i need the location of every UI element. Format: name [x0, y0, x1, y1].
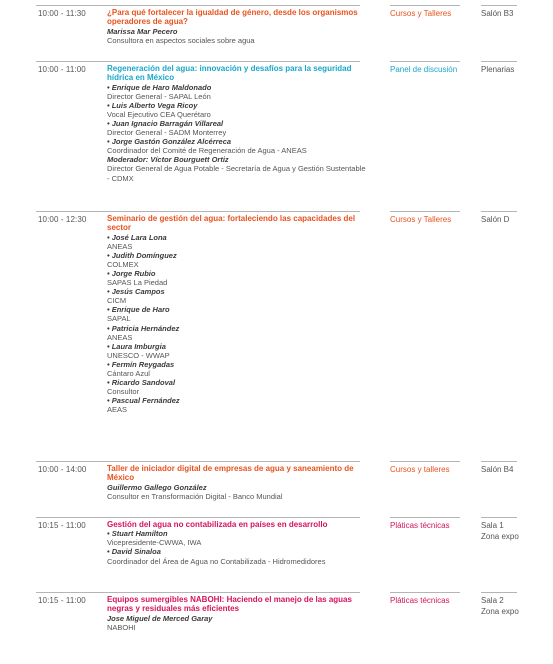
divider-line — [481, 61, 517, 62]
speaker-affiliation: Coordinador del Comité de Regeneración de Agua - ANEAS — [107, 146, 307, 156]
room-line: Plenarias — [481, 65, 515, 74]
speaker-name: • Stuart Hamilton — [107, 529, 168, 539]
divider-line — [481, 592, 517, 593]
divider-line — [390, 5, 460, 6]
session-time: 10:00 - 11:00 — [38, 65, 86, 74]
speaker-name: • Juan Ignacio Barragán Villareal — [107, 118, 224, 128]
divider-line — [481, 461, 517, 462]
room-line: Salón D — [481, 215, 510, 224]
speaker-affiliation: SAPAL — [107, 314, 131, 324]
divider-line — [36, 211, 360, 212]
divider-line — [390, 211, 460, 212]
session-room — [481, 595, 553, 617]
speaker-name: • José Lara Lona — [107, 232, 167, 242]
room-line: Salón B3 — [481, 9, 514, 18]
divider-line — [36, 5, 360, 6]
session-room — [481, 64, 553, 75]
speaker-affiliation: Director General de Agua Potable - Secretaría de Agua y Gestión Sustentable - CDMX — [107, 164, 366, 183]
speaker-name: • Patricia Hernández — [107, 323, 180, 333]
session-content — [107, 64, 369, 183]
session-title: Regeneración del agua: innovación y desafíos para la seguridad hídrica en México — [107, 64, 352, 83]
session-category: Panel de discusión — [390, 65, 458, 74]
speaker-affiliation: Consultor en Transformación Digital - Banco Mundial — [107, 491, 283, 501]
divider-line — [36, 461, 360, 462]
speaker-name: Moderador: Víctor Bourguett Ortiz — [107, 155, 229, 165]
room-line: Zona expo — [481, 607, 519, 616]
session-time: 10:15 - 11:00 — [38, 521, 86, 530]
speaker-affiliation: Director General - SAPAL León — [107, 91, 211, 101]
speaker-affiliation: CICM — [107, 296, 127, 306]
speaker-affiliation: Consultora en aspectos sociales sobre agua — [107, 35, 255, 45]
session-room — [481, 8, 553, 19]
divider-line — [36, 517, 360, 518]
speaker-affiliation: Cántaro Azul — [107, 369, 150, 378]
session-title: Gestión del agua no contabilizada en países en desarrollo — [107, 520, 328, 529]
speaker-name: Jose Miguel de Merced Garay — [107, 613, 213, 623]
speaker-name: • Luis Alberto Vega Ricoy — [107, 100, 198, 110]
session-time: 10:00 - 14:00 — [38, 465, 87, 474]
session-content — [107, 464, 369, 501]
speaker-name: • Enrique de Haro Maldonado — [107, 82, 212, 92]
speaker-name: • Fermín Reygadas — [107, 359, 175, 369]
session-category: Cursos y Talleres — [390, 215, 452, 224]
divider-line — [390, 461, 460, 462]
session-title: Taller de iniciador digital de empresas de agua y saneamiento de México — [107, 464, 354, 483]
session-room — [481, 464, 553, 475]
session-category: Cursos y talleres — [390, 465, 450, 474]
divider-line — [36, 61, 360, 62]
session-title: Seminario de gestión del agua: fortaleciendo las capacidades del sector — [107, 214, 356, 233]
room-line: Zona expo — [481, 532, 519, 541]
session-category: Pláticas técnicas — [390, 521, 450, 530]
speaker-name: • Judith Domínguez — [107, 250, 177, 260]
session-time: 10:15 - 11:00 — [38, 596, 86, 605]
speaker-affiliation: Coordinador del Área de Agua no Contabilizada - Hidromedidores — [107, 556, 326, 566]
speaker-name: • David Sinaloa — [107, 547, 161, 557]
speaker-name: Marissa Mar Pecero — [107, 26, 178, 36]
divider-line — [390, 592, 460, 593]
divider-line — [481, 517, 517, 518]
session-title: ¿Para qué fortalecer la igualdad de género, desde los organismos operadores de agua? — [107, 8, 358, 27]
speaker-affiliation: ANEAS — [107, 332, 133, 342]
speaker-affiliation: SAPAS La Piedad — [107, 278, 168, 288]
divider-line — [390, 61, 460, 62]
speaker-affiliation: AEAS — [107, 405, 128, 415]
speaker-affiliation: Director General - SADM Monterrey — [107, 128, 227, 138]
session-time: 10:00 - 12:30 — [38, 215, 87, 224]
speaker-name: • Enrique de Haro — [107, 305, 170, 315]
session-category: Pláticas técnicas — [390, 596, 450, 605]
speaker-affiliation: COLMEX — [107, 259, 139, 269]
divider-line — [481, 211, 517, 212]
session-category: Cursos y Talleres — [390, 9, 452, 18]
speaker-name: • Laura Imburgia — [107, 341, 166, 351]
divider-line — [481, 5, 517, 6]
speaker-name: • Jorge Rubio — [107, 268, 156, 278]
speaker-name: • Pascual Fernández — [107, 396, 180, 406]
room-line: Sala 2 — [481, 596, 504, 605]
speaker-name: Guillermo Gallego González — [107, 482, 207, 492]
divider-line — [36, 592, 360, 593]
speaker-name: • Jesús Campos — [107, 287, 165, 297]
session-content — [107, 8, 369, 45]
speaker-affiliation: ANEAS — [107, 241, 133, 251]
session-content — [107, 595, 369, 632]
speaker-name: • Jorge Gastón González Alcérreca — [107, 137, 232, 147]
room-line: Salón B4 — [481, 465, 514, 474]
speaker-affiliation: Consultor — [107, 387, 140, 397]
room-line: Sala 1 — [481, 521, 504, 530]
speaker-affiliation: UNESCO - WWAP — [107, 350, 170, 360]
session-title: Equipos sumergibles NABOHI: Haciendo el manejo de las aguas negras y residuales más eficientes — [107, 595, 352, 614]
speaker-name: • Ricardo Sandoval — [107, 378, 176, 388]
session-room — [481, 214, 553, 225]
divider-line — [390, 517, 460, 518]
speaker-affiliation: NABOHI — [107, 622, 136, 632]
session-content — [107, 520, 369, 566]
session-time: 10:00 - 11:30 — [38, 9, 86, 18]
session-content — [107, 214, 369, 414]
speaker-affiliation: Vicepresidente-CWWA, IWA — [107, 538, 202, 548]
speaker-affiliation: Vocal Ejecutivo CEA Querétaro — [107, 109, 211, 119]
session-room — [481, 520, 553, 542]
